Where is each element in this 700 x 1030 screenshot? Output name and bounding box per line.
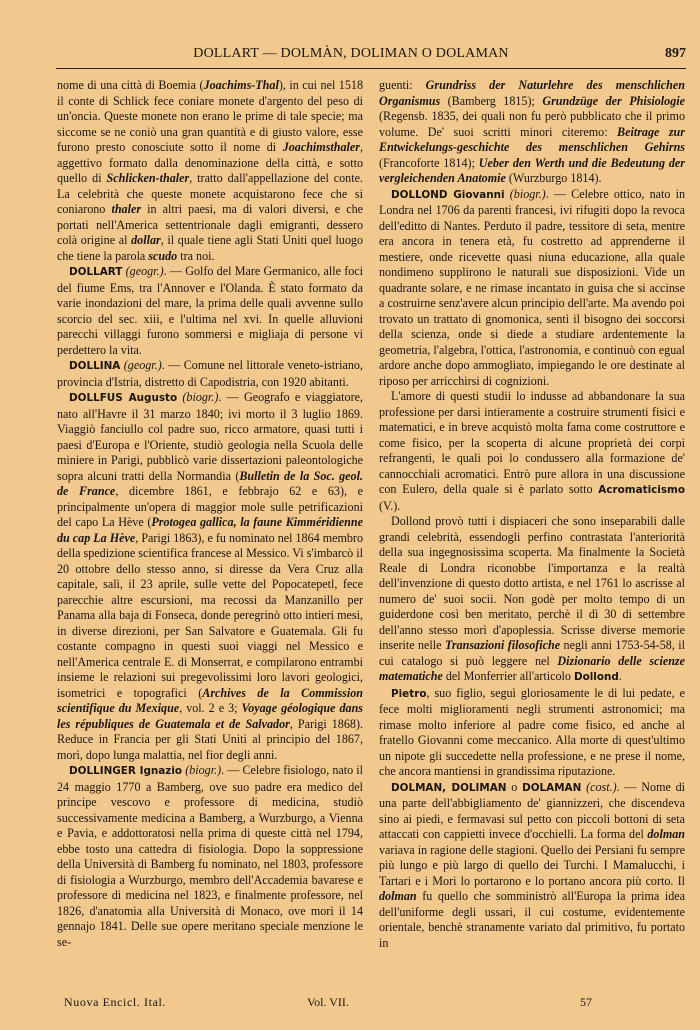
- headword: DOLLFUS Augusto: [69, 392, 178, 404]
- right-column: [379, 78, 685, 988]
- signature-number: 57: [580, 995, 592, 1009]
- entry-dollina: DOLLINA (geogr.). — Comune nel littorale veneto-istriano, provincia d'Istria, distretto di Capodistria, con 1920 abitanti.: [57, 358, 363, 389]
- paragraph-joachimsthal: nome di una città di Boemia (Joachims-Thal), in cui nel 1518 il conte di Schlick fece coniare monete d'argento del peso di un'oncia. Queste monete non erano le prime di tale specie; ma siccome se ne coniò una gran quantità e di giusto valore, esse furono presto conosciute sotto il nome di Joachimsthaler, aggettivo formato dalla denominazione della città, e sotto quello di Schlicken-thaler, tratto dall'appellazione del conte. La celebrità che queste monete acquistarono fece che si coniarono thaler in altri paesi, ma di valori diversi, e che portati nell'America settentrionale dagli emigranti, dessero colà origine al dollar, il quale tiene agli Stati Uniti quel luogo che tiene la parola scudo tra noi.: [57, 78, 363, 263]
- paragraph-dollond-later: Dollond provò tutti i dispiaceri che sono inseparabili dalle grandi celebrità, essendogli perfino contrastata l'anteriorità della sua ingegnosissima scoperta. Ma finalmente la Società Reale di Londra riconobbe l'importanza e la realtà dell'invenzione di questo dotto artista, e nel 1761 lo ascrisse al numero de' suoi socii. Non godè per molto tempo di un guiderdone così ben meritato, perchè il dì 30 di settembre dell'anno stesso morì d'apoplessia. Scrisse diverse memorie inserite nelle Transazioni filosofiche negli anni 1753-54-58, il cui catalogo si può leggere nel Dizionario delle scienze matematiche del Monferrier all'articolo Dollond.: [379, 514, 685, 683]
- entry-dollfus: DOLLFUS Augusto (biogr.). — Geografo e viaggiatore, nato all'Havre il 31 marzo 1840; ivi morto il 3 luglio 1869. Viaggiò fanciullo col padre suo, ricco armatore, quasi tutti i paesi d'Europa e l'Oriente, studiò geologia nella Scuola delle miniere in Parigi, pubblicò varie dissertazioni paleontologiche sopra alcuni tratti della Normandia (Bulletin de la Soc. geol. de France, dicembre 1861, e febbrajo 62 e 63), e principalmente un'opera di maggior mole sulle petrificazioni del capo La Hève (Protogea gallica, la faune Kimméridienne du cap La Hève, Parigi 1863), e fu nominato nel 1864 membro della spedizione scientifica francese al Messico. Vi s'imbarcò il 20 ottobre dello stesso anno, si diresse da Vera Cruz alla capitale, salì, il 23 aprile, sulle vette del Popocatepetl, fece parecchie altre escursioni, ma recossi da Manzanillo per Panama alla baja di Fonseca, donde peregrinò otto intieri mesi, in diverse direzioni, per San Salvatore e Guatemala. Gli fu costante compagno in questi suoi viaggi nel Messico e nell'America centrale E. di Monserrat, e compilarono entrambi insieme le relazioni sui pregevolissimi loro lavori geologici, isometrici e topografici (Archives de la Commission scientifique du Mexique, vol. 2 e 3; Voyage géologique dans les républiques de Guatemala et de Salvador, Parigi 1868). Reduce in Francia per gli Stati Uniti al principio del 1867, morì, dopo lunga malattia, nel fior degli anni.: [57, 390, 363, 762]
- paragraph-pietro: Pietro, suo figlio, seguì gloriosamente le di lui pedate, e fece molti miglioramenti negli strumenti astronomici; ma rimase molto inferiore al padre come fisico, ed anche al fratello Giovanni come meccanico. Alla morte di quest'ultimo un nipote gli succedette nella professione, e ne prese il nome, che ancora mantiensi in grandissima riputazione.: [379, 685, 685, 778]
- headword: DOLLOND Giovanni: [391, 188, 505, 201]
- paragraph-dollond-studies: L'amore di questi studii lo indusse ad abbandonare la sua professione per darsi intieramente a costruire strumenti fisici e matematici, e in breve acquistò molta fama come costruttore e come fisico, per la scoperta di alcune proprietà dei corpi refrangenti, le quali poi lo condussero alla formazione de' cannocchiali acromatici. Entrò pure allora in una discussione con Eulero, della quale si è parlato sotto Acromaticismo (V.).: [379, 389, 685, 513]
- headword: Pietro: [391, 687, 427, 700]
- headword: DOLMAN, DOLIMAN: [391, 781, 507, 794]
- headword: DOLLINA: [69, 360, 121, 372]
- header-title: DOLLART — DOLMÀN, DOLIMAN O DOLAMAN: [193, 46, 509, 61]
- entry-dolman: DOLMAN, DOLIMAN o DOLAMAN (cost.). — Nome di una parte dell'abbigliamento de' giannizzeri, che discendeva sino ai piedi, e fermavasi sul petto con piccoli bottoni di seta attaccati con cappietti invece d'occhielli. La forma del dolman variava in ragione delle stagioni. Quello dei Persiani fu sempre più lungo e più largo di quello dei Turchi. I Mamalucchi, i Tartari e i Mori lo portarono e lo portano ancora più corto. Il dolman fu quello che somministrò all'Europa la prima idea dell'uniforme degli ussari, il cui costume, evidentemente orientale, benchè stranamente variato dal primitivo, fu portato in: [379, 779, 685, 950]
- entry-dollinger: DOLLINGER Ignazio (biogr.). — Celebre fisiologo, nato il 24 maggio 1770 a Bamberg, ove suo padre era medico del principe vescovo e professore di medicina, studiò successivamente medicina a Bamberg, a Wurzburgo, a Vienna e Pavia, e addottoratosi nella prima di queste città nel 1794, ebbe tosto una cattedra di fisiologia. Dopo la soppressione della Università di Bamberg fu nominato, nel 1803, professore di fisiologia a Wurzburgo, membro dell'Accademia bavarese e professore di medicina nel 1823, e finalmente professore, nel 1826, d'anatomia alla Università di Monaco, ove morì il 14 gennajo 1841. Delle sue opere meritano speciale menzione le se-: [57, 763, 363, 949]
- headword: DOLLART: [69, 266, 123, 278]
- entry-dollart: DOLLART (geogr.). — Golfo del Mare Germanico, alle foci del fiume Ems, tra l'Annover e l'Olanda. È stato formato da varie inondazioni del mare, la prima delle quali avvenne sullo scorcio del sec. xiii, e l'ultima nel xvi. In quelle alluvioni parecchi villaggi furono sommersi e migliaja di persone vi perdettero la vita.: [57, 264, 363, 357]
- headword: DOLLINGER Ignazio: [69, 765, 183, 777]
- publication-name: Nuova Encicl. Ital.: [64, 995, 167, 1009]
- paragraph-dollinger-works: guenti: Grundriss der Naturlehre des menschlichen Organismus (Bamberg 1815); Grundzüge der Phisiologie (Regensb. 1835, dei quali non fu però pubblicato che il primo volume. De' suoi scritti minori citeremo: Beitrage zur Entwickelungs-geschichte des menschlichen Gehirns (Francoforte 1814); Ueber den Werth und die Bedeutung der vergleichenden Anatomie (Wurzburgo 1814).: [379, 78, 685, 185]
- page-footer: [64, 995, 604, 1015]
- volume-label: Vol. VII.: [307, 995, 349, 1009]
- left-column: [57, 78, 363, 988]
- page-number: 897: [665, 46, 686, 61]
- entry-dollond: DOLLOND Giovanni (biogr.). — Celebre ottico, nato in Londra nel 1706 da parenti francesi, ivi rifugiti dopo la revoca dell'editto di Nantes. Perduto il padre, tessitore di seta, mentre era ancora in tenera età, fu costretto ad apprenderne il mestiere, onde ricevette quasi niuna educazione, alla quale nondimeno supplirono le naturali sue disposizioni. Vide un quadrante solare, e ne rimase incantato in guisa che si accinse a costruirne senz'avere alcun principio dell'arte. Ma avendo poi trovato un trattato di gnomonica, sentì il bisogno dei soccorsi della scienza, onde si diede a studiare ardentemente la geometria, l'algebra, l'ottica, l'astronomia, e continuò con egual ardore anche dopo ammogliato, impiegando le ore destinate al riposo per arricchirsi di cognizioni.: [379, 186, 685, 388]
- running-header: [56, 44, 686, 69]
